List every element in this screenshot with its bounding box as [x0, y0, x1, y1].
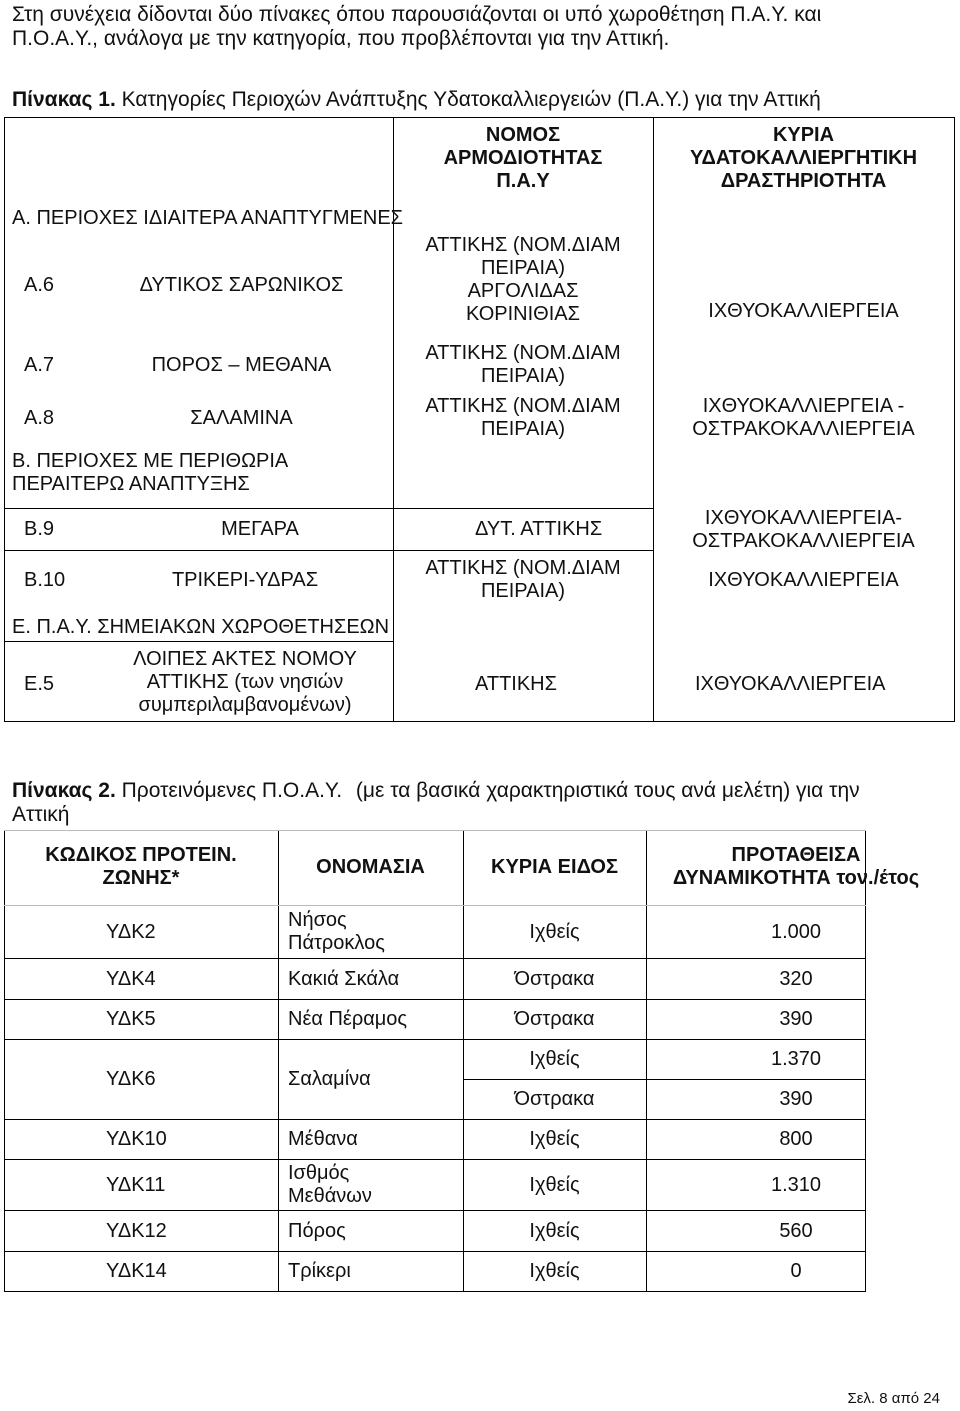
- row-capacity: 0: [790, 1260, 802, 1282]
- header-code-line: ΚΩΔΙΚΟΣ ΠΡΟΤΕΙΝ.: [45, 844, 237, 866]
- row-code: ΥΔΚ12: [106, 1219, 167, 1242]
- a7-code: Α.7: [24, 354, 55, 376]
- header-activity-line: ΔΡΑΣΤΗΡΙΟΤΗΤΑ: [720, 170, 887, 192]
- section-b-line: ΠΕΡΑΙΤΕΡΩ ΑΝΑΠΤΥΞΗΣ: [12, 473, 250, 495]
- row-capacity: 560: [779, 1219, 813, 1242]
- b9-nomos: ΔΥΤ. ΑΤΤΙΚΗΣ: [475, 518, 603, 540]
- e5-name-line: ΛΟΙΠΕΣ ΑΚΤΕΣ ΝΟΜΟΥ: [133, 648, 357, 670]
- b10-code: Β.10: [24, 569, 66, 591]
- b9-activity-line: ΟΣΤΡΑΚΟΚΑΛΛΙΕΡΓΕΙΑ: [692, 530, 915, 552]
- intro-line-1: Στη συνέχεια δίδονται δύο πίνακες όπου παρουσιάζονται οι υπό χωροθέτηση Π.Α.Υ. και: [12, 3, 822, 26]
- table2-border-top: [4, 830, 866, 831]
- row-species: Ιχθείς: [529, 920, 580, 943]
- a8-nomos-line: ΑΤΤΙΚΗΣ (ΝΟΜ.ΔΙΑΜ: [425, 395, 621, 417]
- e5-name: [100, 648, 390, 717]
- b9-name: ΜΕΓΑΡΑ: [221, 518, 299, 540]
- b10-name: ΤΡΙΚΕΡΙ-ΥΔΡΑΣ: [171, 569, 319, 591]
- table2-caption-rest: (με τα βασικά χαρακτηριστικά τους ανά μελέτη) για την: [355, 779, 860, 802]
- e5-name-line: ΑΤΤΙΚΗΣ (των νησιών: [146, 671, 344, 693]
- table1-header-activity: [653, 124, 954, 193]
- row-code: ΥΔΚ10: [106, 1128, 167, 1150]
- section-b-title: [12, 450, 288, 496]
- b10-activity: ΙΧΘΥΟΚΑΛΛΙΕΡΓΕΙΑ: [708, 569, 899, 591]
- header-code-line: ΖΩΝΗΣ*: [102, 867, 180, 889]
- row-name-line: Μεθάνων: [288, 1185, 372, 1207]
- a8-code: Α.8: [24, 407, 55, 429]
- a8-name: ΣΑΛΑΜΙΝΑ: [190, 407, 293, 429]
- table2-header-name: ΟΝΟΜΑΣΙΑ: [316, 855, 425, 878]
- a6-name: ΔΥΤΙΚΟΣ ΣΑΡΩΝΙΚΟΣ: [139, 274, 344, 296]
- page-number: Σελ. 8 από 24: [847, 1390, 940, 1407]
- e5-code: Ε.5: [24, 673, 55, 695]
- table1-border-left: [4, 117, 5, 722]
- table1-caption: [12, 88, 821, 112]
- row-name: Τρίκερι: [288, 1260, 351, 1282]
- row-capacity: 800: [779, 1128, 813, 1150]
- row-species: Όστρακα: [514, 967, 595, 990]
- intro-line-2: Π.Ο.Α.Υ., ανάλογα με την κατηγορία, που προβλέπονται για την Αττική.: [12, 27, 670, 50]
- section-a-title: Α. ΠΕΡΙΟΧΕΣ ΙΔΙΑΙΤΕΡΑ ΑΝΑΠΤΥΓΜΕΝΕΣ: [12, 207, 404, 229]
- a6-nomos-line: ΑΡΓΟΛΙΔΑΣ: [467, 280, 579, 302]
- b10-nomos: [393, 557, 653, 603]
- header-capacity-unit: τον./έτος: [836, 867, 920, 889]
- row-code: ΥΔΚ2: [106, 920, 156, 943]
- b9-activity: [653, 507, 954, 553]
- a8-activity: [653, 395, 954, 441]
- a6-nomos-line: ΠΕΙΡΑΙΑ): [480, 257, 566, 279]
- a7-nomos-line: ΠΕΙΡΑΙΑ): [480, 365, 566, 387]
- row-name-line: Ισθμός: [288, 1162, 350, 1184]
- a8-nomos-line: ΠΕΙΡΑΙΑ): [480, 418, 566, 440]
- table1-caption-label: Πίνακας 1.: [12, 88, 116, 111]
- row-code: ΥΔΚ6: [106, 1068, 156, 1090]
- table1-border-bottom: [4, 721, 955, 722]
- header-activity-line: ΥΔΑΤΟΚΑΛΛΙΕΡΓΗΤΙΚΗ: [689, 147, 918, 169]
- a7-nomos: [393, 342, 653, 388]
- row-species: Ιχθείς: [529, 1128, 580, 1150]
- b10-nomos-line: ΠΕΙΡΑΙΑ): [480, 580, 566, 602]
- header-nomos-line: ΝΟΜΟΣ: [485, 124, 561, 146]
- table1-row-line: [4, 550, 654, 551]
- row-name: Σαλαμίνα: [288, 1068, 371, 1090]
- row-species: Όστρακα: [514, 1088, 595, 1110]
- a7-nomos-line: ΑΤΤΙΚΗΣ (ΝΟΜ.ΔΙΑΜ: [425, 342, 621, 364]
- row-name: Νέα Πέραμος: [288, 1008, 408, 1030]
- row-code: ΥΔΚ5: [106, 1008, 156, 1030]
- header-capacity-line: ΔΥΝΑΜΙΚΟΤΗΤΑ: [672, 867, 831, 889]
- table2-caption-line2: Αττική: [12, 803, 70, 826]
- a8-activity-line: ΙΧΘΥΟΚΑΛΛΙΕΡΓΕΙΑ -: [702, 395, 905, 417]
- table2-border-bottom: [4, 1291, 866, 1292]
- row-name: [288, 906, 385, 958]
- row-species: Ιχθείς: [529, 1173, 580, 1196]
- header-capacity-line: ΠΡΟΤΑΘΕΙΣΑ: [731, 844, 861, 866]
- row-name: Μέθανα: [288, 1128, 358, 1150]
- table1-row-line: [4, 641, 394, 642]
- a6-nomos-line: ΑΤΤΙΚΗΣ (ΝΟΜ.ΔΙΑΜ: [425, 234, 621, 256]
- table1-border-top: [4, 117, 954, 118]
- e5-name-line: συμπεριλαμβανομένων): [138, 694, 352, 716]
- header-activity-line: ΚΥΡΙΑ: [772, 124, 835, 146]
- table2-caption-label: Πίνακας 2.: [12, 779, 116, 802]
- a6-nomos-line: ΚΟΡΙΝΙΘΙΑΣ: [466, 303, 580, 325]
- b9-code: Β.9: [24, 518, 55, 540]
- row-capacity: 1.370: [770, 1048, 822, 1070]
- row-capacity: 1.000: [770, 920, 822, 943]
- header-nomos-line: Π.Α.Υ: [496, 170, 550, 192]
- section-b-line: Β. ΠΕΡΙΟΧΕΣ ΜΕ ΠΕΡΙΘΩΡΙΑ: [12, 450, 289, 472]
- table1-row-line: [4, 508, 654, 509]
- table2-header-capacity: [646, 836, 946, 898]
- table2-border-left: [4, 830, 5, 1292]
- row-code: ΥΔΚ14: [106, 1260, 167, 1282]
- e5-activity: ΙΧΘΥΟΚΑΛΛΙΕΡΓΕΙΑ: [695, 673, 886, 695]
- section-e-title: Ε. Π.Α.Υ. ΣΗΜΕΙΑΚΩΝ ΧΩΡΟΘΕΤΗΣΕΩΝ: [12, 616, 390, 638]
- table2-caption: [12, 779, 952, 827]
- row-name: Πόρος: [288, 1219, 346, 1242]
- a8-nomos: [393, 395, 653, 441]
- table1-header-nomos: [393, 124, 653, 193]
- row-name-line: Πάτροκλος: [288, 932, 385, 954]
- row-species: Ιχθείς: [529, 1048, 580, 1070]
- b10-nomos-line: ΑΤΤΙΚΗΣ (ΝΟΜ.ΔΙΑΜ: [425, 557, 621, 579]
- row-capacity: 1.310: [770, 1173, 822, 1196]
- table2-header-species: ΚΥΡΙΑ ΕΙΔΟΣ: [491, 855, 618, 878]
- table2-caption-text: Προτεινόμενες Π.Ο.Α.Υ.: [121, 779, 343, 802]
- row-name: Κακιά Σκάλα: [288, 967, 400, 990]
- row-name: [288, 1160, 372, 1210]
- header-nomos-line: ΑΡΜΟΔΙΟΤΗΤΑΣ: [443, 147, 603, 169]
- row-code: ΥΔΚ4: [106, 967, 156, 990]
- row-species: Όστρακα: [514, 1008, 595, 1030]
- a8-activity-line: ΟΣΤΡΑΚΟΚΑΛΛΙΕΡΓΕΙΑ: [692, 418, 915, 440]
- row-name-line: Νήσος: [288, 909, 347, 931]
- b9-activity-line: ΙΧΘΥΟΚΑΛΛΙΕΡΓΕΙΑ-: [704, 507, 903, 529]
- row-code: ΥΔΚ11: [106, 1173, 166, 1196]
- intro-paragraph: [12, 3, 952, 51]
- table1-border-right: [954, 117, 955, 722]
- a6-nomos: [393, 234, 653, 326]
- a7-name: ΠΟΡΟΣ – ΜΕΘΑΝΑ: [151, 354, 332, 376]
- a6-code: Α.6: [24, 274, 55, 296]
- e5-nomos: ΑΤΤΙΚΗΣ: [475, 673, 557, 695]
- table2-header-code: [4, 836, 278, 898]
- row-capacity: 390: [779, 1008, 813, 1030]
- a6-a7-activity: ΙΧΘΥΟΚΑΛΛΙΕΡΓΕΙΑ: [708, 300, 899, 322]
- row-capacity: 320: [779, 967, 813, 990]
- table2-col-divider: [278, 830, 279, 1292]
- row-species: Ιχθείς: [529, 1219, 580, 1242]
- row-species: Ιχθείς: [529, 1260, 580, 1282]
- row-capacity: 390: [779, 1088, 813, 1110]
- table1-caption-text: Κατηγορίες Περιοχών Ανάπτυξης Υδατοκαλλιεργειών (Π.Α.Υ.) για την Αττική: [121, 88, 821, 111]
